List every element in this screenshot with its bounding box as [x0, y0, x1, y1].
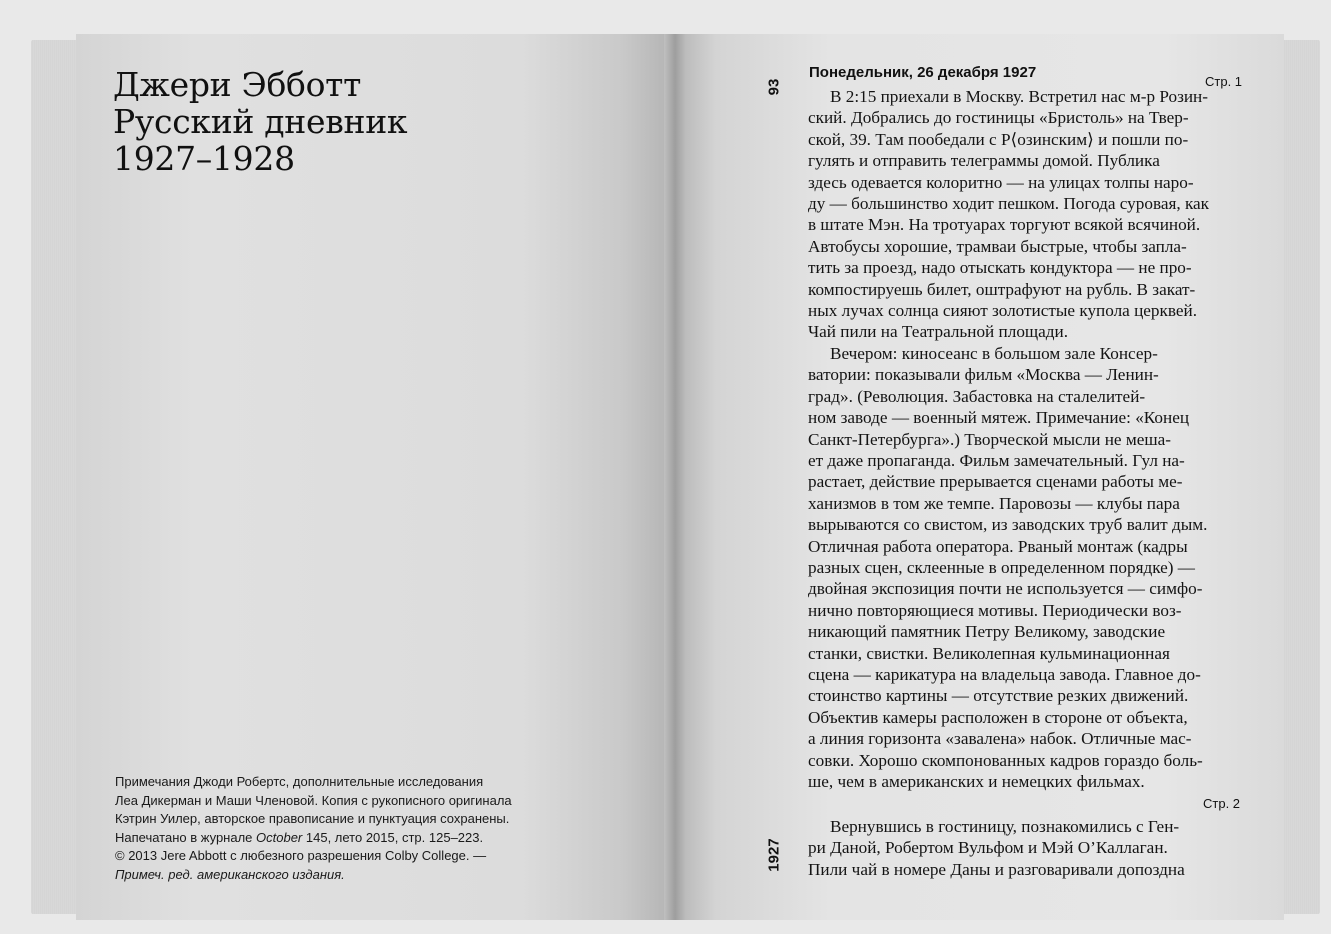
- manuscript-page-mark-2: Стр. 2: [1203, 796, 1241, 811]
- text-line: ет даже пропаганда. Фильм замечательный. Гул на-: [808, 450, 1185, 470]
- credit-line: [115, 866, 555, 885]
- paragraph-1: [808, 86, 1248, 343]
- credit-journal-name: October: [256, 829, 303, 845]
- text-line: ных лучах солнца сияют золотистые купола церквей.: [808, 301, 1198, 321]
- text-line: растает, действие прерывается сценами работы ме-: [808, 472, 1183, 492]
- diary-text-main: [808, 86, 1248, 792]
- text-line: тить за проезд, надо отыскать кондуктора — не про-: [808, 258, 1192, 278]
- credit-printed-prefix: Напечатано в журнале: [115, 829, 257, 845]
- text-line: Вечером: киносеанс в большом зале Консер-: [830, 343, 1158, 363]
- text-line: здесь одевается колоритно — на улицах толпы наро-: [808, 172, 1194, 192]
- credit-line: Леа Дикерман и Маши Членовой. Копия с рукописного оригинала: [115, 792, 512, 808]
- text-line: Санкт-Петербурга».) Творческой мысли не меша-: [808, 429, 1171, 449]
- left-page-edges: [31, 40, 81, 914]
- text-line: никающий памятник Петру Великому, заводские: [808, 622, 1166, 642]
- text-line: станки, свистки. Великолепная кульминационная: [808, 643, 1170, 663]
- text-line: ватории: показывали фильм «Москва — Ленин-: [808, 365, 1159, 385]
- text-line: Вернувшись в гостиницу, познакомились с Ген-: [830, 817, 1180, 836]
- text-line: Отличная работа оператора. Рваный монтаж (кадры: [808, 536, 1188, 556]
- book-title: [113, 66, 613, 177]
- credit-editor-note: Примеч. ред. американского издания.: [115, 866, 345, 882]
- text-line: ном заводе — военный мятеж. Примечание: «Конец: [808, 408, 1190, 428]
- text-line: Автобусы хорошие, трамваи быстрые, чтобы запла-: [808, 236, 1187, 256]
- text-line: Объектив камеры расположен в стороне от объекта,: [808, 707, 1188, 727]
- text-line: в штате Мэн. На тротуарах торгуют всякой всячиной.: [808, 215, 1201, 235]
- paragraph-2: [808, 343, 1248, 793]
- manuscript-page-mark-1: Стр. 1: [1205, 74, 1243, 89]
- text-line: двойная экспозиция почти не используется — симфо-: [808, 579, 1203, 599]
- running-year: 1927: [765, 838, 783, 872]
- text-line: совки. Хорошо скомпонованных кадров гораздо боль-: [808, 750, 1203, 770]
- credits-block: [115, 773, 555, 885]
- paragraph-3: [808, 816, 1248, 880]
- text-line: ский. Добрались до гостиницы «Бристоль» на Твер-: [808, 108, 1189, 128]
- text-line: нично повторяющиеся мотивы. Периодически воз-: [808, 600, 1182, 620]
- credit-line: © 2013 Jere Abbott с любезного разрешения Colby College. —: [115, 848, 487, 864]
- text-line: ду — большинство ходит пешком. Погода суровая, как: [808, 194, 1210, 214]
- text-line: вырываются со свистом, из заводских труб валит дым.: [808, 515, 1208, 535]
- text-line: град». (Революция. Забастовка на сталелитей-: [808, 386, 1146, 406]
- text-line: Чай пили на Театральной площади.: [808, 322, 1069, 342]
- text-line: ской, 39. Там пообедали с Р⟨озинским⟩ и пошли по-: [808, 129, 1189, 149]
- diary-text-continued: [808, 816, 1248, 880]
- text-line: компостируешь билет, оштрафуют на рубль. В закат-: [808, 279, 1196, 299]
- text-line: разных сцен, склеенные в определенном порядке) —: [808, 557, 1195, 577]
- text-line: ри Даной, Робертом Вульфом и Мэй О’Каллаган.: [808, 838, 1168, 858]
- text-line: Пили чай в номере Даны и разговаривали допоздна: [808, 859, 1185, 879]
- credit-line: Примечания Джоди Робертс, дополнительные исследования: [115, 774, 484, 789]
- title-years: 1927–1928: [113, 139, 295, 178]
- text-line: стоинство картины — отсутствие резких движений.: [808, 686, 1189, 706]
- credit-printed-suffix: 145, лето 2015, стр. 125–223.: [302, 829, 484, 845]
- text-line: ханизмов в том же темпе. Паровозы — клубы пара: [808, 493, 1180, 513]
- credit-line: Кэтрин Уилер, авторское правописание и пунктуация сохранены.: [115, 811, 510, 827]
- title-author: Джери Эбботт: [113, 65, 362, 104]
- text-line: а линия горизонта «завалена» набок. Отличные мас-: [808, 729, 1192, 749]
- entry-date-heading: Понедельник, 26 декабря 1927: [809, 64, 1037, 81]
- credit-line: [115, 829, 555, 848]
- title-name: Русский дневник: [113, 102, 408, 141]
- text-line: гулять и отправить телеграммы домой. Публика: [808, 151, 1160, 171]
- text-line: сцена — карикатура на владельца завода. Главное до-: [808, 664, 1201, 684]
- text-line: ше, чем в американских и немецких фильмах.: [808, 772, 1145, 791]
- page-number: 93: [765, 78, 783, 96]
- text-line: В 2:15 приехали в Москву. Встретил нас м-р Розин-: [830, 87, 1208, 106]
- book-gutter: [664, 34, 686, 920]
